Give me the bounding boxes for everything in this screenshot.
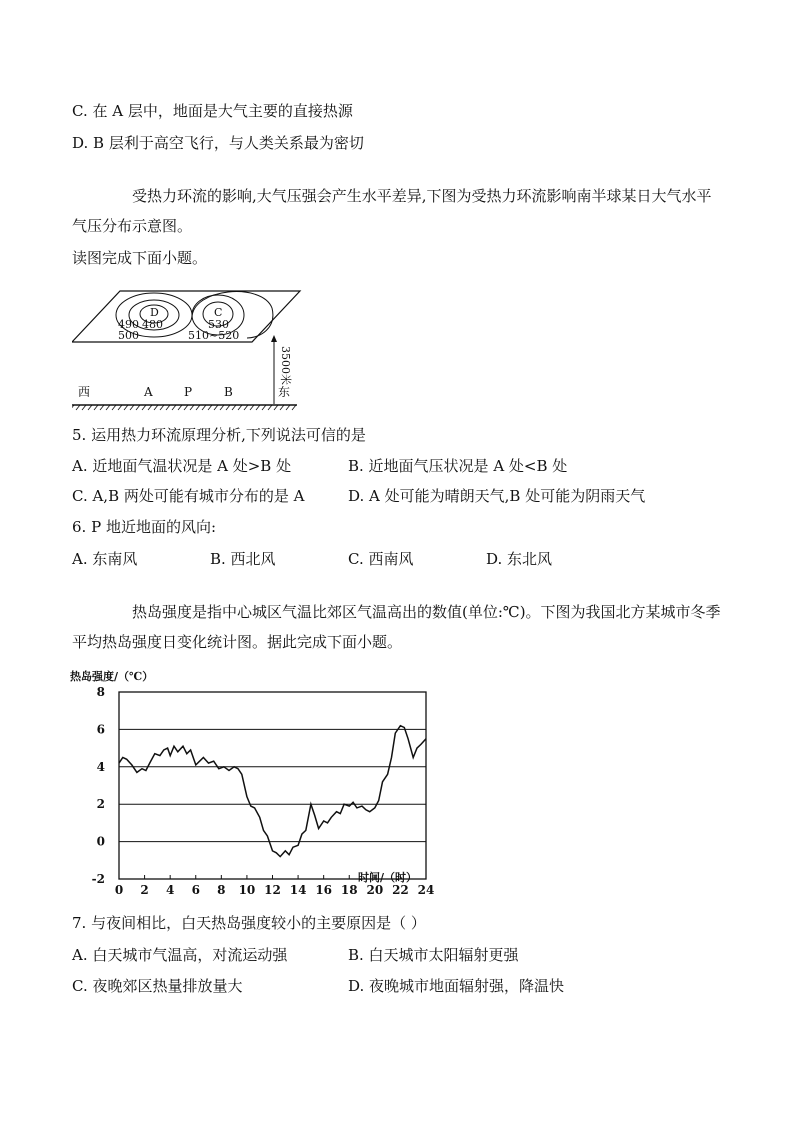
chart-x-tick-label: 8 — [217, 883, 226, 897]
chart-x-tick-label: 22 — [392, 883, 409, 897]
q6-option-c: C. 西南风 — [348, 550, 414, 568]
chart-x-tick-label: 20 — [366, 883, 384, 897]
q6-stem: 6. P 地近地面的风向: — [72, 518, 216, 536]
chart-xlabel: 时间/（时） — [358, 871, 418, 884]
height-arrow-head — [271, 335, 277, 342]
isobar-490: 490 — [118, 318, 139, 331]
chart-x-tick-label: 14 — [289, 883, 307, 897]
chart-y-ticks — [92, 685, 105, 886]
chart-y-tick-label: 0 — [96, 834, 105, 849]
q5-option-a: A. 近地面气温状况是 A 处>B 处 — [72, 457, 292, 475]
height-label: 3500米 — [279, 346, 292, 385]
q6-option-a: A. 东南风 — [72, 550, 138, 568]
q5-option-c: C. A,B 两处可能有城市分布的是 A — [72, 487, 305, 505]
section1-intro: 受热力环流的影响,大气压强会产生水平差异,下图为受热力环流影响南半球某日大气水平气压分布示意图。 — [72, 187, 712, 235]
chart-x-tick-label: 0 — [114, 883, 124, 897]
chart-x-tick-label: 24 — [417, 883, 435, 897]
chart-x-tick-label: 16 — [315, 883, 333, 897]
q7-option-b: B. 白天城市太阳辐射更强 — [348, 946, 519, 964]
q7-option-d: D. 夜晚城市地面辐射强，降温快 — [348, 977, 565, 995]
chart-grid — [119, 729, 426, 841]
prev-option-c: C. 在 A 层中，地面是大气主要的直接热源 — [72, 102, 353, 120]
point-a: A — [144, 385, 153, 399]
chart-x-tick-label: 18 — [340, 883, 358, 897]
q6-option-d: D. 东北风 — [486, 550, 553, 568]
prev-option-d: D. B 层利于高空飞行，与人类关系最为密切 — [72, 134, 364, 152]
chart-y-tick-label: 4 — [96, 759, 105, 774]
section2-intro: 热岛强度是指中心城区气温比郊区气温高出的数值(单位:℃)。下图为我国北方某城市冬季平均热岛强度日变化统计图。据此完成下面小题。 — [72, 603, 721, 651]
q7-option-c: C. 夜晚郊区热量排放量大 — [72, 977, 243, 995]
section1-instruction: 读图完成下面小题。 — [72, 249, 208, 267]
pressure-diagram — [72, 288, 302, 413]
chart-x-tick-label: 12 — [264, 883, 281, 897]
isobaric-plane — [72, 291, 300, 342]
chart-y-tick-label: 8 — [96, 685, 105, 699]
q5-stem: 5. 运用热力环流原理分析,下列说法可信的是 — [72, 426, 366, 444]
chart-x-tick-label: 10 — [238, 883, 256, 897]
point-p: P — [184, 385, 193, 399]
chart-x-tick-label: 4 — [165, 883, 175, 897]
q5-option-b: B. 近地面气压状况是 A 处<B 处 — [348, 457, 568, 475]
label-west: 西 — [78, 385, 91, 399]
q7-stem: 7. 与夜间相比，白天热岛强度较小的主要原因是（ ） — [72, 914, 426, 932]
chart-y-tick-label: 2 — [96, 797, 105, 812]
chart-ylabel: 热岛强度/（℃） — [70, 670, 154, 683]
isobar-530: 530 — [208, 318, 229, 331]
isobar-480: 480 — [142, 318, 163, 331]
chart-x-tick-label: 2 — [140, 883, 149, 897]
label-east: 东 — [278, 385, 291, 399]
point-b: B — [224, 385, 233, 399]
isobar-500: 500 — [118, 329, 139, 342]
chart-x-tick-label: 6 — [191, 883, 200, 897]
label-c: C — [214, 306, 223, 319]
chart-y-tick-label: 6 — [96, 722, 105, 737]
q6-option-b: B. 西北风 — [210, 550, 276, 568]
isobar-510-520: 510~520 — [188, 329, 240, 342]
label-d: D — [150, 306, 159, 319]
chart-series-line — [119, 726, 426, 857]
q7-option-a: A. 白天城市气温高，对流运动强 — [72, 946, 288, 964]
chart-y-tick-label: -2 — [91, 872, 105, 886]
q5-option-d: D. A 处可能为晴朗天气,B 处可能为阴雨天气 — [348, 487, 646, 505]
heat-island-chart — [66, 664, 446, 904]
